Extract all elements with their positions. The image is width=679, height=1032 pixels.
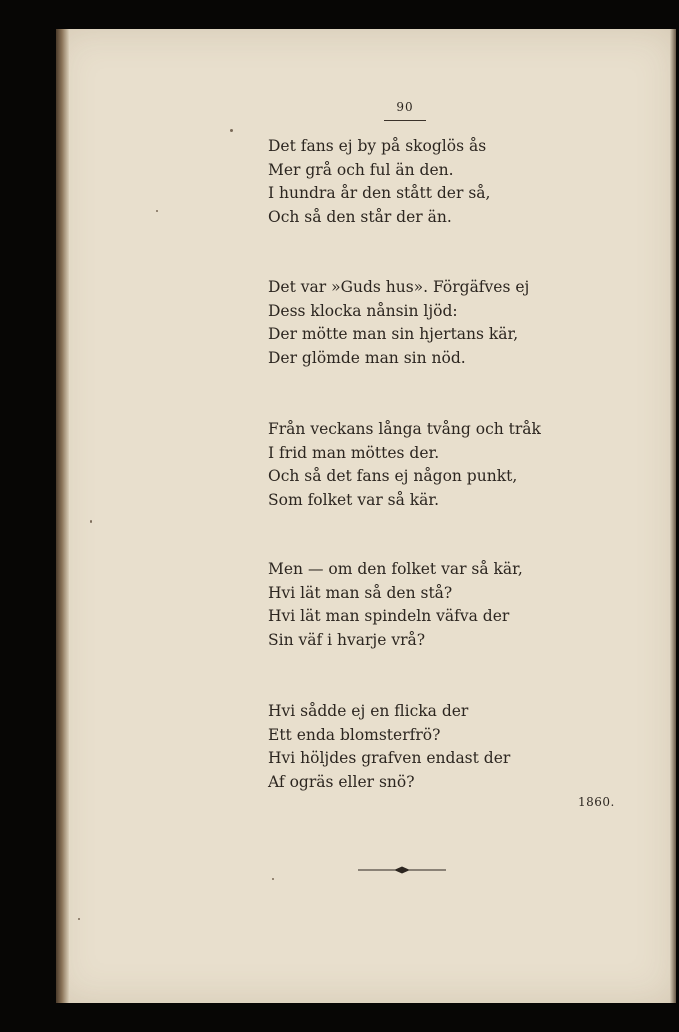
poem-line: Der mötte man sin hjertans kär, (268, 325, 519, 343)
paper-speck (156, 210, 158, 212)
poem-line: Hvi lät man så den stå? (268, 583, 453, 602)
poem-line: I frid man möttes der. (268, 443, 440, 462)
poem-line: Som folket var så kär. (268, 490, 440, 509)
poem-line: Från veckans långa tvång och tråk (268, 420, 541, 438)
paper-speck (90, 520, 92, 523)
stanza-4 (268, 558, 523, 652)
poem-line: Hvi lät man spindeln väfva der (268, 607, 510, 625)
poem-line: Ett enda blomsterfrö? (268, 725, 441, 744)
poem-line: Hvi höljdes grafven endast der (268, 749, 511, 767)
section-end-ornament (356, 862, 448, 878)
stanza-1 (268, 135, 490, 229)
ornament-diamond (394, 867, 410, 874)
poem-line: Sin väf i hvarje vrå? (268, 630, 426, 649)
page-binding-shadow (56, 29, 69, 1003)
poem-line: Der glömde man sin nöd. (268, 348, 466, 367)
paper-speck (272, 878, 274, 880)
page-number-underline (384, 120, 426, 121)
page-number: 90 (396, 100, 414, 114)
page-edge (670, 29, 676, 1003)
poem-line: Och så den står der än. (268, 207, 452, 226)
poem-line: Men — om den folket var så kär, (268, 560, 523, 578)
stanza-5 (268, 700, 510, 794)
poem-line: Hvi sådde ej en flicka der (268, 702, 469, 720)
poem-line: I hundra år den stått der så, (268, 184, 491, 202)
stanza-2 (268, 276, 529, 370)
poem-date: 1860. (578, 795, 615, 809)
paper-speck (78, 918, 80, 920)
poem-line: Dess klocka nånsin ljöd: (268, 301, 458, 320)
poem-line: Det var »Guds hus». Förgäfves ej (268, 278, 530, 296)
poem-line: Och så det fans ej någon punkt, (268, 467, 518, 485)
poem-line: Det fans ej by på skoglös ås (268, 137, 487, 155)
paper-speck (230, 129, 233, 132)
stanza-3 (268, 418, 541, 512)
poem-line: Mer grå och ful än den. (268, 160, 454, 179)
poem-line: Af ogräs eller snö? (268, 772, 415, 791)
